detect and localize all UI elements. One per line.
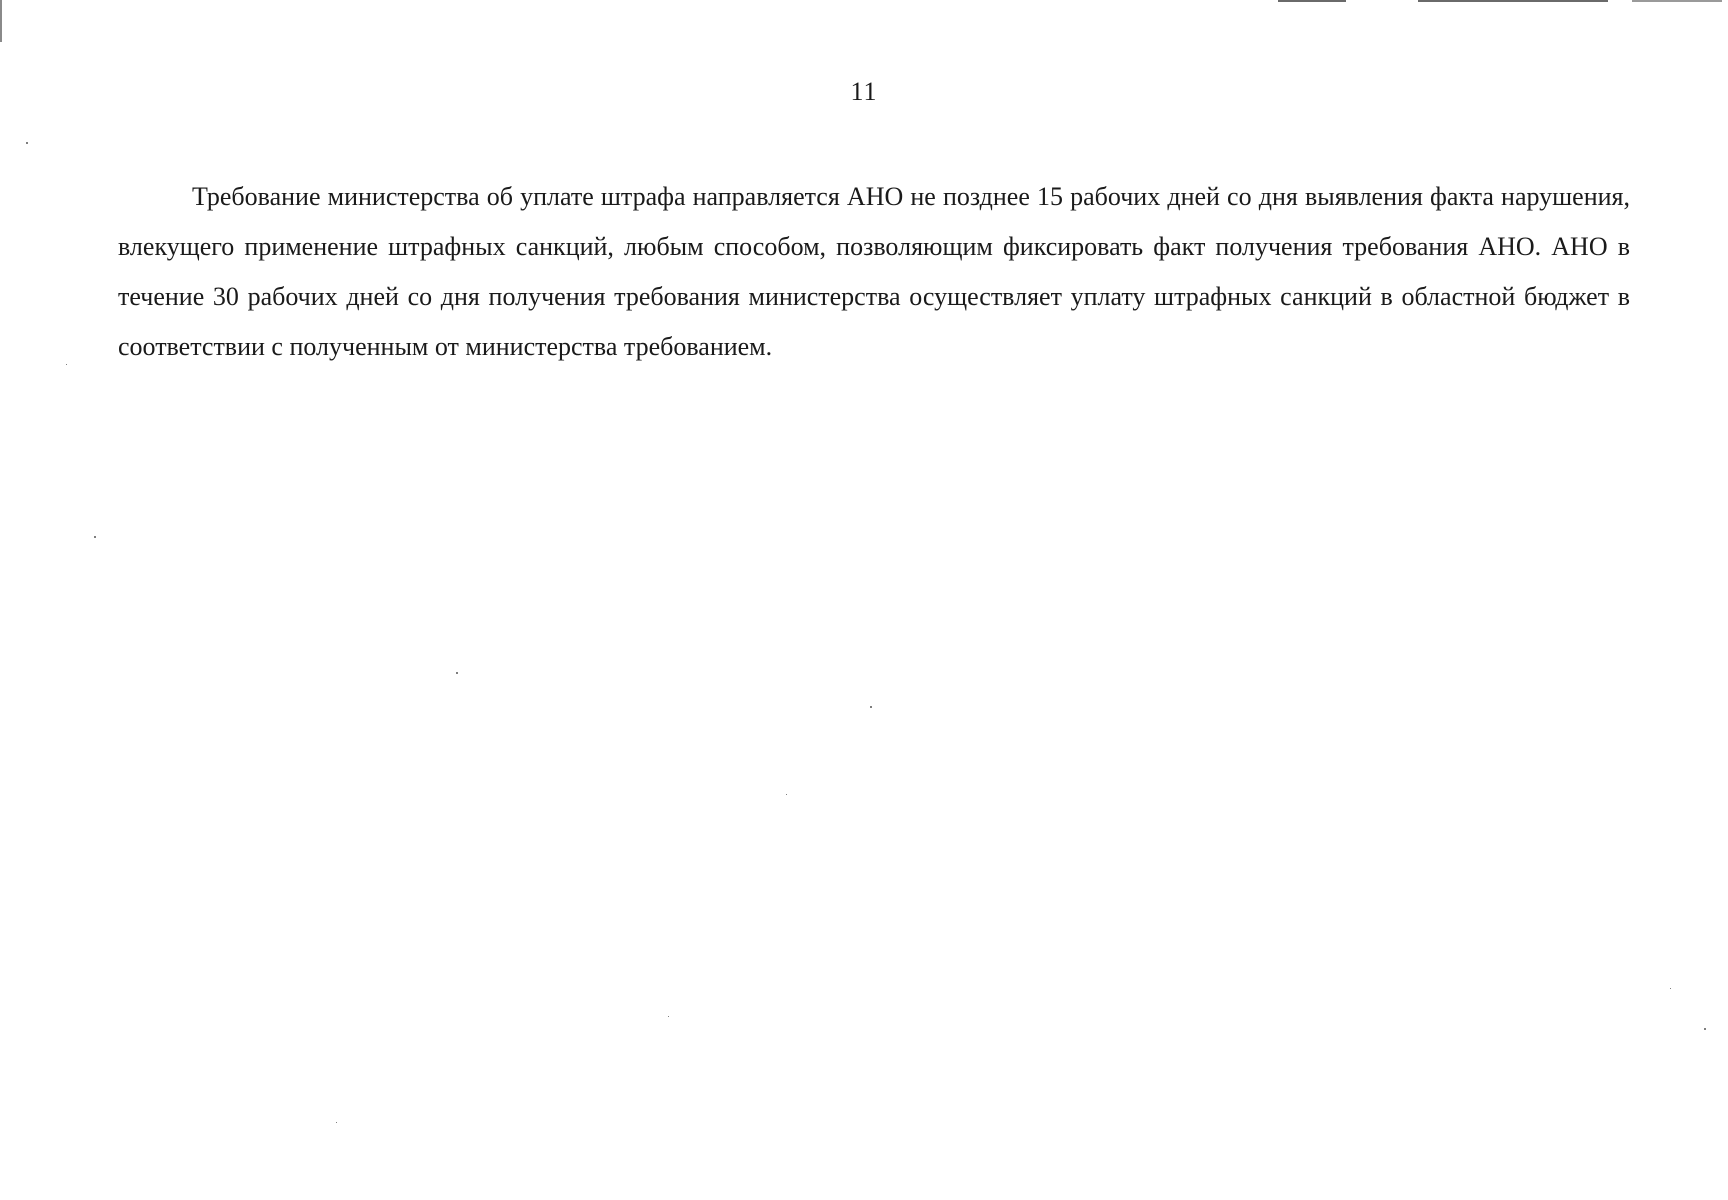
scan-speck <box>26 142 28 144</box>
scan-edge-mark <box>0 0 2 42</box>
scan-top-line <box>1418 0 1608 2</box>
scan-speck <box>456 672 458 674</box>
scan-speck <box>668 1016 669 1017</box>
scan-speck <box>870 706 872 708</box>
scan-speck <box>94 536 96 538</box>
scan-speck <box>336 1122 337 1123</box>
scan-speck <box>1704 1028 1706 1030</box>
body-paragraph: Требование министерства об уплате штрафа направляется АНО не позднее 15 рабочих дней со дня выявления факта нарушения, влекущего применение штрафных санкций, любым способом, позволяющим фиксировать факт получения требования АНО. АНО в течение 30 рабочих дней со дня получения требования министерства осуществляет уплату штрафных санкций в областной бюджет в соответствии с полученным от министерства требованием. <box>118 182 1630 361</box>
scan-top-line <box>1632 0 1722 2</box>
scan-top-line <box>1278 0 1346 2</box>
scan-speck <box>1670 988 1671 989</box>
page-number: 11 <box>850 77 878 106</box>
scan-speck <box>786 794 787 795</box>
scan-speck <box>66 364 67 365</box>
